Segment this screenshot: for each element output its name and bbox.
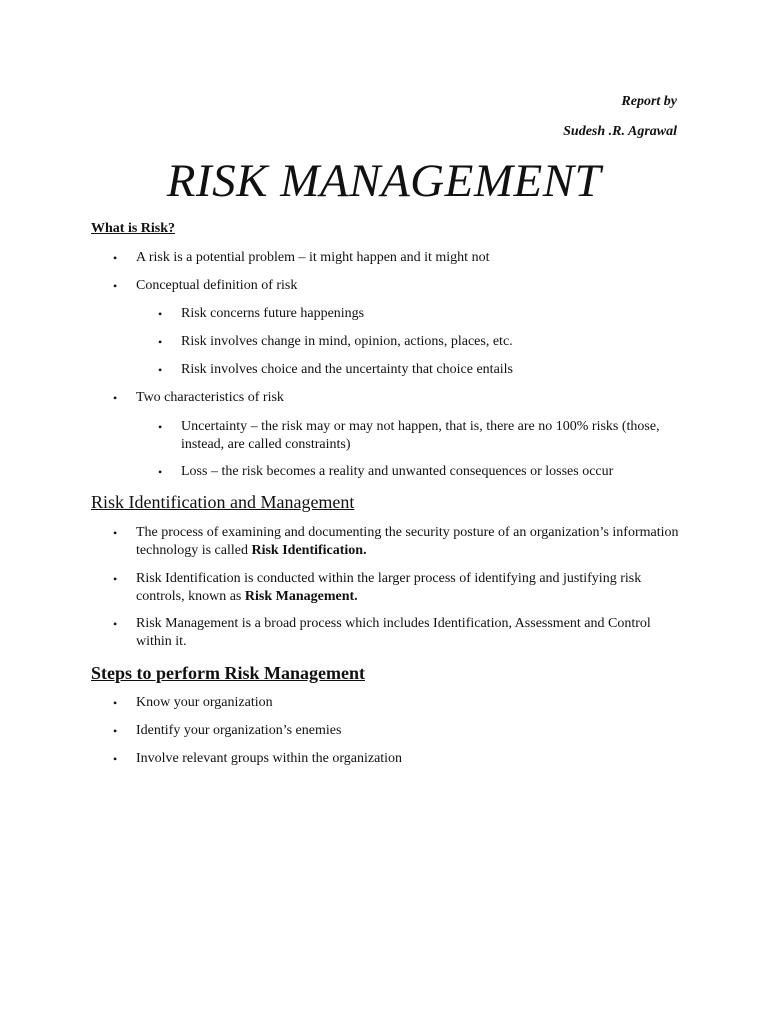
bullet-icon: • — [158, 335, 163, 349]
bullet-icon: • — [158, 420, 163, 434]
list-item-text: Risk Identification is conducted within the larger process of identifying and justifying risk controls, known as — [136, 571, 642, 604]
bullet-icon: • — [158, 363, 163, 377]
bullet-icon: • — [113, 251, 118, 265]
list-item-text: Risk concerns future happenings — [181, 306, 365, 321]
list-item — [113, 524, 681, 560]
bullet-icon: • — [113, 617, 118, 631]
bullet-icon: • — [158, 307, 163, 321]
list-item — [113, 615, 681, 651]
list-item-text: Uncertainty – the risk may or may not happen, that is, there are no 100% risks (those, instead, are called constraints) — [181, 419, 660, 452]
list-item-text: Identify your organization’s enemies — [136, 723, 342, 738]
bullet-icon: • — [113, 752, 118, 766]
list-item-emphasis: Risk Management. — [244, 589, 358, 604]
section-heading-steps: Steps to perform Risk Management — [91, 663, 365, 683]
list-item-text: Risk involves change in mind, opinion, actions, places, etc. — [181, 334, 513, 349]
list-item-text: Know your organization — [136, 695, 273, 710]
list-item — [158, 361, 681, 379]
list-item-text: Involve relevant groups within the organization — [136, 751, 403, 766]
section-heading-risk-identification: Risk Identification and Management — [91, 492, 355, 512]
bullet-icon: • — [113, 724, 118, 738]
list-item-emphasis: Risk Identification. — [251, 543, 367, 558]
author-name: Sudesh .R. Agrawal — [563, 124, 677, 139]
list-item — [158, 333, 681, 351]
report-by-label: Report by — [621, 94, 677, 109]
list-item — [113, 722, 681, 740]
list-item — [113, 694, 681, 712]
list-item-text: Two characteristics of risk — [136, 390, 284, 405]
list-item-text: Conceptual definition of risk — [136, 278, 298, 293]
list-item — [158, 418, 681, 454]
list-item — [113, 389, 681, 407]
document-title: RISK MANAGEMENT — [166, 155, 602, 207]
bullet-icon: • — [113, 279, 118, 293]
list-item — [113, 277, 681, 295]
list-item-text: A risk is a potential problem – it might happen and it might not — [136, 250, 490, 265]
list-item — [113, 570, 681, 606]
list-item — [158, 305, 681, 323]
bullet-icon: • — [158, 465, 163, 479]
section-heading-what-is-risk: What is Risk? — [91, 221, 176, 236]
list-item — [158, 463, 681, 481]
bullet-icon: • — [113, 526, 118, 540]
bullet-icon: • — [113, 696, 118, 710]
bullet-icon: • — [113, 572, 118, 586]
bullet-icon: • — [113, 391, 118, 405]
list-item-text: The process of examining and documenting the security posture of an organization’s information technology is called — [136, 525, 679, 558]
list-item — [113, 249, 681, 267]
list-item-text: Loss – the risk becomes a reality and unwanted consequences or losses occur — [181, 464, 614, 479]
list-item-text: Risk involves choice and the uncertainty that choice entails — [181, 362, 514, 377]
list-item-text: Risk Management is a broad process which includes Identification, Assessment and Control within it. — [136, 616, 651, 649]
list-item — [113, 750, 681, 768]
